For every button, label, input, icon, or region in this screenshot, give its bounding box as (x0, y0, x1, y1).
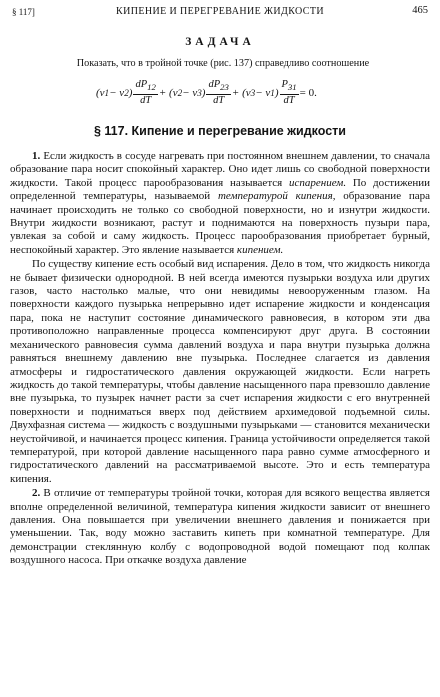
term-emphasis: температурой кипения, (217, 190, 336, 203)
formula-term: − v (255, 87, 271, 99)
formula-subscript: 3 (250, 88, 256, 98)
fraction-numerator: P (281, 79, 288, 91)
running-header (12, 5, 428, 21)
fraction-p31-dt (280, 79, 299, 106)
formula-subscript: 3 (197, 88, 202, 98)
term-emphasis: кипением. (236, 243, 284, 256)
formula-term: + (v (231, 87, 251, 99)
section-title: § 117. Кипение и перегревание жидкости (94, 124, 346, 138)
formula-term: ) (274, 87, 279, 99)
header-section-ref: § 117] (12, 7, 35, 17)
formula-term: ) (201, 87, 206, 99)
paragraph-text: образование пара начинает происходить не только со свободной поверхности, но и изнутри жидкости. Внутри жидкости возникают, растут и поднимаются на поверхность пузыри пара, увлекая за собой и саму жидкость. Процесс парообразования приобретает бурный, неспокойный характер. Это явление называется (10, 190, 431, 256)
page-number: 465 (412, 5, 428, 16)
formula-subscript: 2 (177, 88, 183, 98)
fraction-denominator: dT (213, 94, 225, 106)
fraction-numerator: dP (208, 79, 221, 91)
formula-term: − v (109, 87, 125, 99)
paragraph-3 (10, 487, 430, 567)
triple-point-formula (0, 76, 440, 110)
paragraph-text: В отличие от температуры тройной точки, которая для всякого вещества является вполне определенной величиной, температура кипения жидкости зависит от внешнего давления. Она повышается при увеличении внешнего давления и понижается при уменьшении. Так, воду можно заставить кипеть при комнатной температуре. Для демонстрации стеклянную колбу с водопроводной водой помещают под колпак воздушного насоса. При откачке воздуха давление (10, 487, 430, 567)
formula-term: + (v (158, 87, 178, 99)
formula-subscript: 12 (147, 82, 156, 93)
task-heading: ЗАДАЧА (185, 36, 255, 48)
formula-subscript: 1 (270, 88, 275, 98)
paragraph-text: Если жидкость в сосуде нагревать при постоянном внешнем давлении, то сначала образование пара носит спокойный характер. Оно идет лишь со свободной поверхности жидкости. Такой процесс парообразования называется (10, 150, 430, 189)
fraction-denominator: dT (283, 94, 295, 106)
formula-term: = 0. (299, 87, 317, 99)
formula-subscript: 1 (104, 88, 110, 98)
fraction-dp12-dt (133, 79, 157, 106)
section-body (10, 150, 430, 569)
fraction-numerator: dP (135, 79, 148, 91)
paragraph-2 (10, 258, 430, 486)
formula-subscript: 31 (287, 82, 297, 93)
formula-term: (v (96, 87, 105, 99)
header-title: КИПЕНИЕ И ПЕРЕГРЕВАНИЕ ЖИДКОСТИ (116, 6, 324, 17)
paragraph-number: 1. (32, 150, 41, 162)
task-statement: Показать, что в тройной точке (рис. 137) справедливо соотношение (76, 58, 370, 69)
paragraph-number: 2. (32, 487, 41, 500)
fraction-dp23-dt (206, 79, 230, 106)
formula-term: ) (128, 87, 133, 99)
formula-subscript: 23 (220, 82, 229, 93)
paragraph-text: По достижении определенной температуры, называемой (10, 176, 430, 203)
fraction-denominator: dT (140, 94, 152, 106)
term-emphasis: испарением. (288, 176, 347, 189)
paragraph-1 (10, 150, 430, 257)
formula-term: − v (182, 87, 198, 99)
paragraph-text: По существу кипение есть особый вид испарения. Дело в том, что жидкость никогда не бывает физически однородной. В ней всегда имеются пузырьки воздуха или других газов, часто настолько малые, что они невидимы невооруженным глазом. На поверхности каждого пузырька непрерывно идет испарение жидкости и конденсация пара, пока не наступит состояние динамического равновесия, в котором эти два противоположно направленные процесса компенсируют друг друга. В состоянии механического равновесия сумма давлений воздуха и пара внутри пузырька должна равняться внешнему давлению вне пузырька. Последнее слагается из давления атмосферы и гидростатического давления окружающей жидкости. Если нагреть жидкость до такой температуры, чтобы давление насыщенного пара превзошло давление вне пузырька, то пузырек начнет расти за счет испарения жидкости с его внутренней поверхности и подниматься вверх под действием архимедовой подъемной силы. Двухфазная система — жидкость с воздушными пузырьками — становится механически неустойчивой, и начинается процесс кипения. Граница устойчивости определяется такой температурой, при которой давление насыщенного пара равно сумме атмосферного и гидростатического давлений на рассматриваемой высоте. Это и есть температура кипения. (10, 258, 430, 485)
formula-subscript: 2 (124, 88, 129, 98)
